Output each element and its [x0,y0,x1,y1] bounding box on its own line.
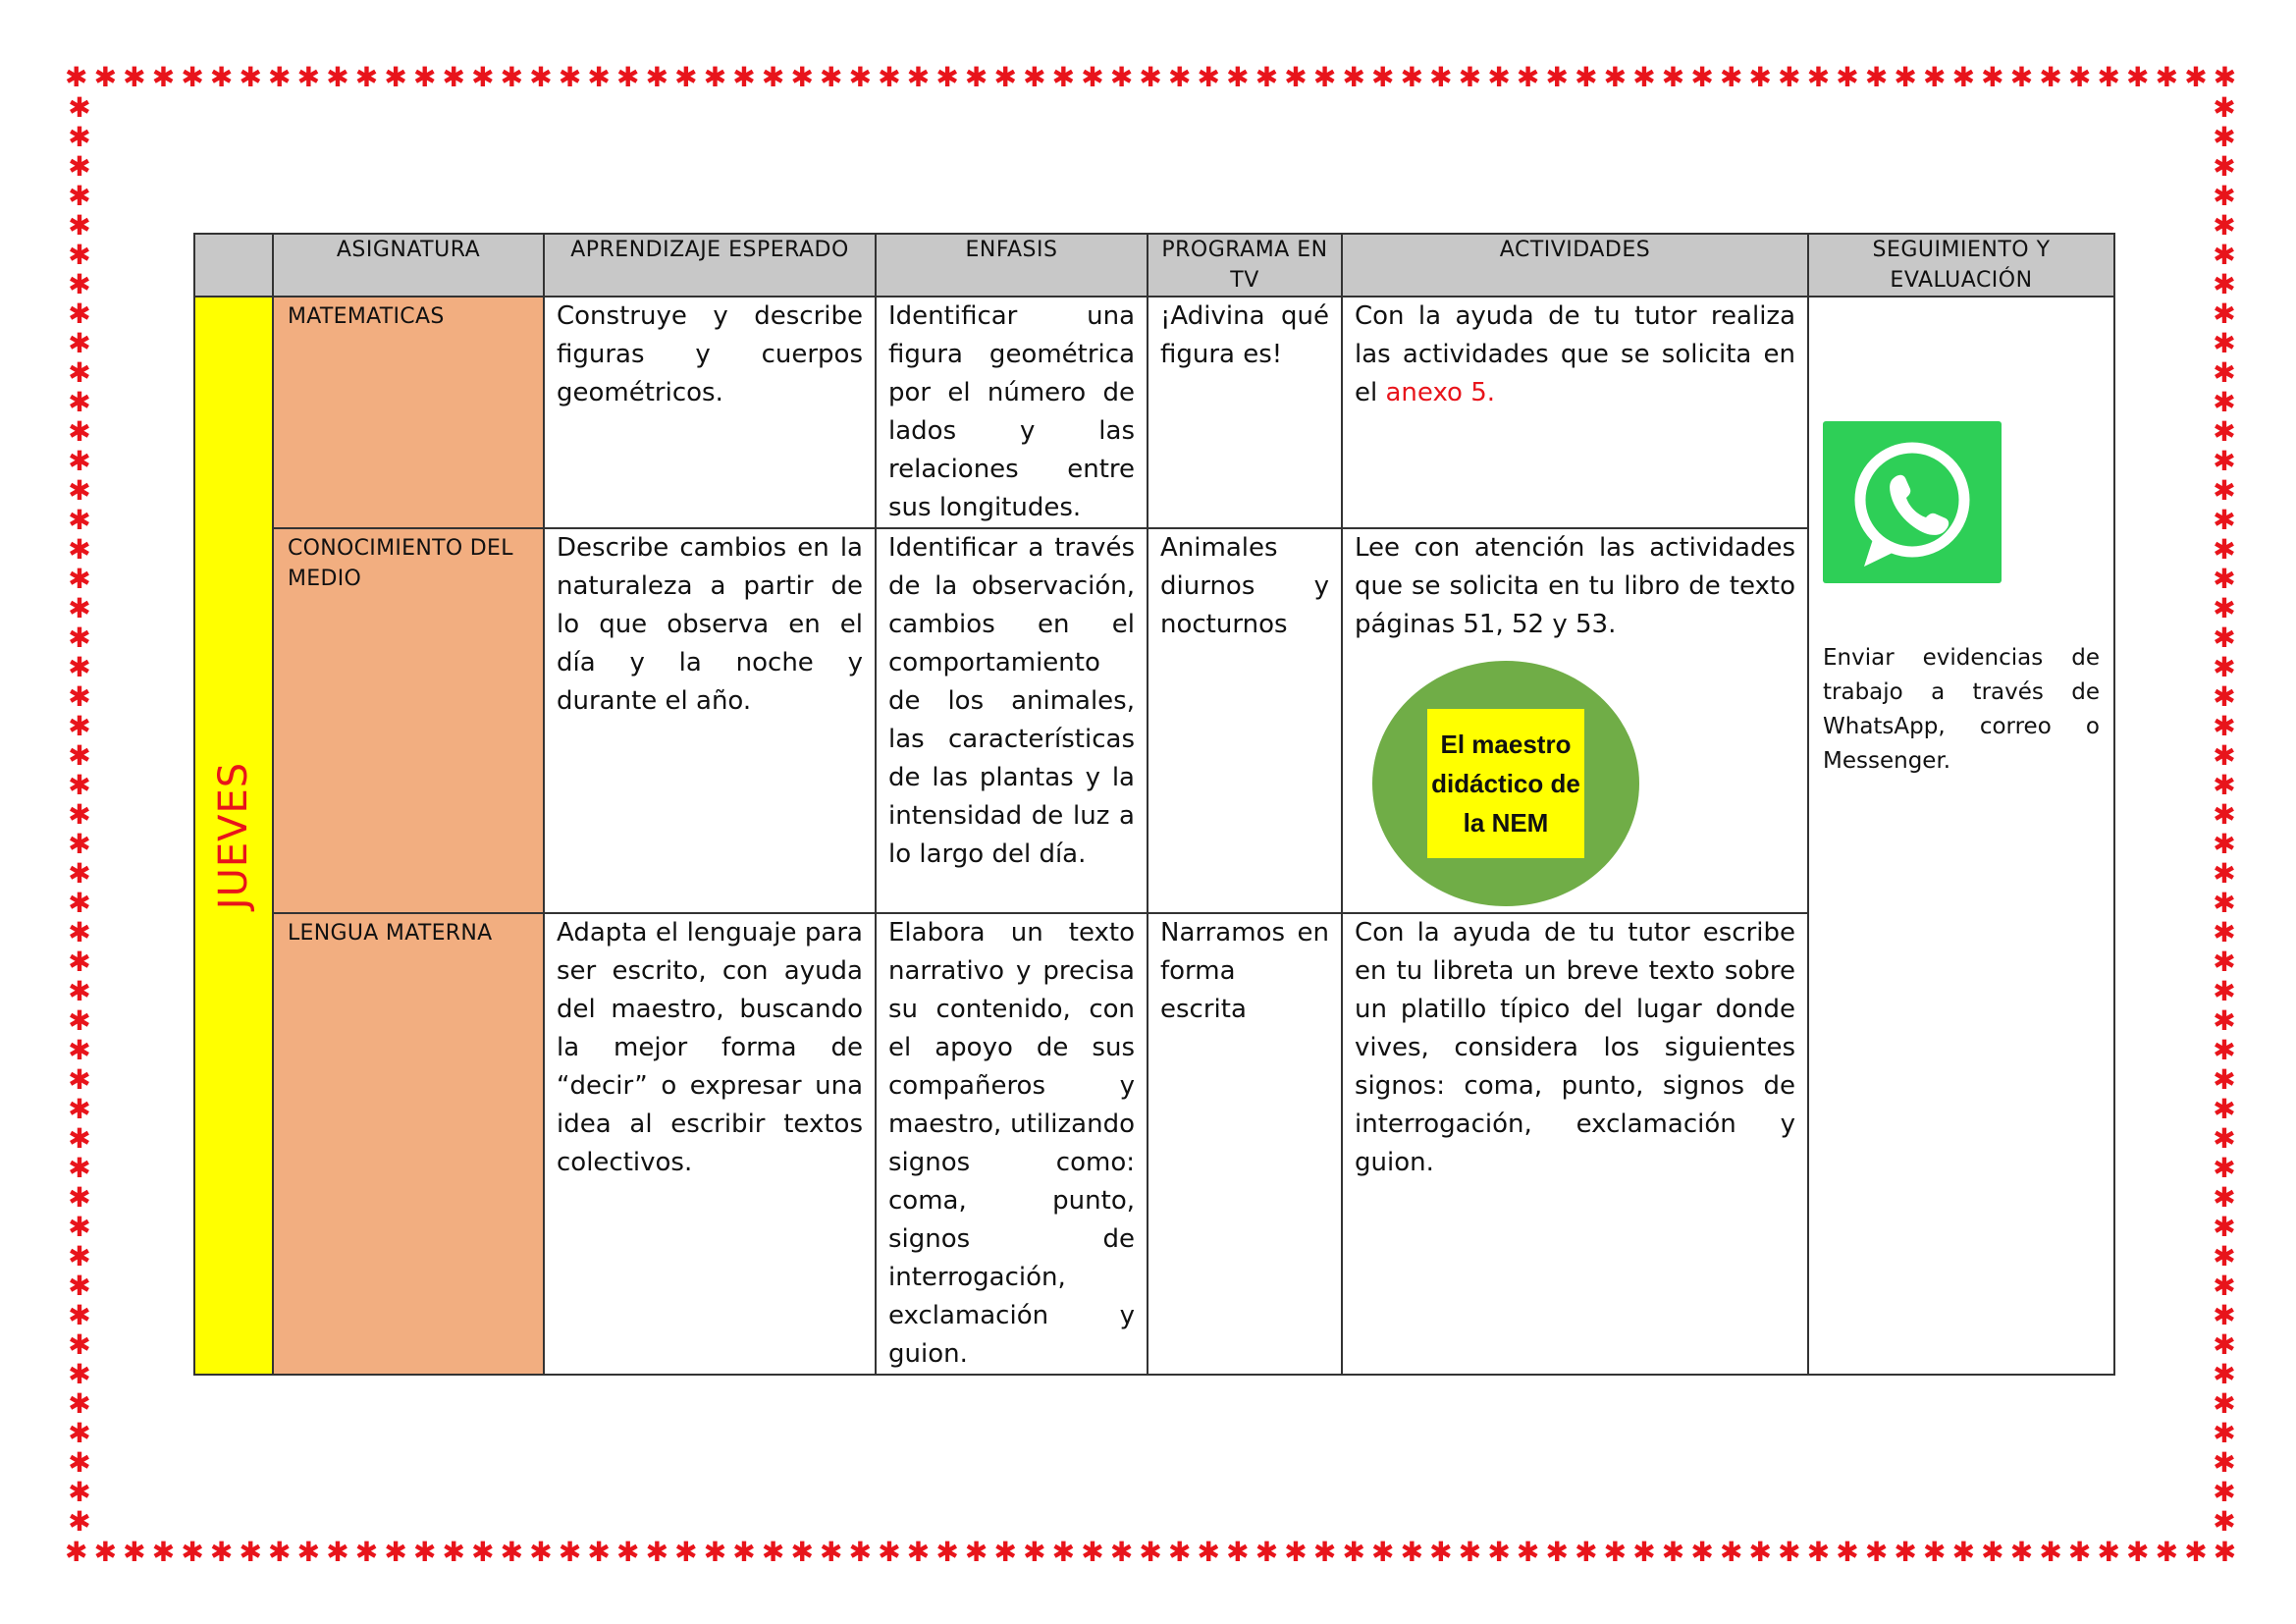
tv-program-cell: Narramos en forma escrita [1148,913,1342,1375]
learning-cell: Describe cambios en la naturaleza a partir de lo que observa en el día y la noche y durante el año. [544,528,876,913]
border-asterisk: ✱ [761,1536,785,1568]
border-asterisk: ✱ [935,1536,959,1568]
border-asterisk: ✱ [645,61,669,93]
border-asterisk: ✱ [1545,61,1569,93]
border-asterisk: ✱ [68,180,91,212]
border-asterisk: ✱ [384,1536,407,1568]
emphasis-cell: Elabora un texto narrativo y precisa su contenido, con el apoyo de sus compañeros y maestro, utilizando signos como: coma, punto, signos de interrogación, exclamación y guion. [876,913,1148,1375]
border-asterisk: ✱ [68,622,91,654]
border-asterisk: ✱ [2126,1536,2150,1568]
border-asterisk: ✱ [1139,1536,1162,1568]
border-asterisk: ✱ [1023,61,1046,93]
border-asterisk: ✱ [209,61,234,93]
decorative-border-bottom [65,1538,2237,1567]
border-asterisk: ✱ [1603,61,1628,93]
border-asterisk: ✱ [2213,209,2236,242]
border-asterisk: ✱ [326,61,349,93]
border-asterisk: ✱ [2213,1240,2236,1272]
header-learning: APRENDIZAJE ESPERADO [544,234,876,297]
border-asterisk: ✱ [1458,1536,1482,1568]
header-evaluation: SEGUIMIENTO Y EVALUACIÓN [1808,234,2114,297]
header-subject: ASIGNATURA [273,234,544,297]
border-asterisk: ✱ [68,739,91,772]
border-asterisk: ✱ [558,1536,582,1568]
border-asterisk: ✱ [2213,1034,2236,1066]
border-asterisk: ✱ [500,1536,524,1568]
subject-cell: MATEMATICAS [273,297,544,528]
emphasis-cell: Identificar una figura geométrica por el número de lados y las relaciones entre sus longitudes. [876,297,1148,528]
border-asterisk: ✱ [68,1299,91,1331]
border-asterisk: ✱ [68,1211,91,1243]
border-asterisk: ✱ [1951,61,1976,93]
border-asterisk: ✱ [2213,1387,2236,1420]
border-asterisk: ✱ [1226,1536,1250,1568]
border-asterisk: ✱ [68,916,91,948]
border-asterisk: ✱ [1400,61,1424,93]
border-asterisk: ✱ [354,1536,379,1568]
border-asterisk: ✱ [65,61,88,93]
border-asterisk: ✱ [68,298,91,330]
border-asterisk: ✱ [2213,916,2236,948]
border-asterisk: ✱ [123,61,146,93]
border-asterisk: ✱ [1109,1536,1134,1568]
border-asterisk: ✱ [1719,1536,1743,1568]
border-asterisk: ✱ [181,1536,204,1568]
border-asterisk: ✱ [1836,1536,1859,1568]
border-asterisk: ✱ [1081,1536,1104,1568]
border-asterisk: ✱ [151,1536,176,1568]
border-asterisk: ✱ [354,61,379,93]
border-asterisk: ✱ [2213,533,2236,566]
border-asterisk: ✱ [1894,1536,1917,1568]
border-asterisk: ✱ [2039,61,2062,93]
border-asterisk: ✱ [820,1536,843,1568]
border-asterisk: ✱ [68,1240,91,1272]
border-asterisk: ✱ [878,61,901,93]
whatsapp-icon [1823,421,2002,583]
emphasis-cell: Identificar a través de la observación, cambios en el comportamiento de los animales, las características de las plantas y la intensidad de luz a lo largo del día. [876,528,1148,913]
border-asterisk: ✱ [964,1536,988,1568]
border-asterisk: ✱ [68,445,91,477]
border-asterisk: ✱ [68,91,91,124]
border-asterisk: ✱ [587,1536,611,1568]
border-asterisk: ✱ [1429,61,1453,93]
border-asterisk: ✱ [790,61,814,93]
border-asterisk: ✱ [1516,61,1540,93]
border-asterisk: ✱ [2213,1536,2237,1568]
border-asterisk: ✱ [2213,121,2236,153]
nem-badge [1372,661,1639,906]
header-day [194,234,273,297]
border-asterisk: ✱ [68,710,91,742]
border-asterisk: ✱ [2097,61,2120,93]
border-asterisk: ✱ [1342,1536,1365,1568]
border-asterisk: ✱ [732,61,756,93]
border-asterisk: ✱ [1545,1536,1569,1568]
border-asterisk: ✱ [2213,946,2236,978]
activities-text: Con la ayuda de tu tutor realiza las actividades que se solicita en el [1355,301,1795,407]
border-asterisk: ✱ [2213,91,2236,124]
border-asterisk: ✱ [384,61,407,93]
border-asterisk: ✱ [2213,386,2236,418]
border-asterisk: ✱ [2213,298,2236,330]
border-asterisk: ✱ [964,61,988,93]
border-asterisk: ✱ [68,769,91,801]
border-asterisk: ✱ [326,1536,349,1568]
border-asterisk: ✱ [1806,61,1831,93]
border-asterisk: ✱ [68,1446,91,1479]
border-asterisk: ✱ [1284,1536,1308,1568]
border-asterisk: ✱ [68,857,91,890]
header-emphasis: ENFASIS [876,234,1148,297]
border-asterisk: ✱ [2184,1536,2208,1568]
border-asterisk: ✱ [2213,739,2236,772]
nem-badge-label: El maestro didáctico de la NEM [1427,709,1584,858]
border-asterisk: ✱ [2213,1358,2236,1390]
border-asterisk: ✱ [2213,1122,2236,1155]
border-asterisk: ✱ [2184,61,2208,93]
border-asterisk: ✱ [1400,1536,1424,1568]
border-asterisk: ✱ [68,356,91,389]
border-asterisk: ✱ [2213,1299,2236,1331]
border-asterisk: ✱ [2213,1004,2236,1037]
border-asterisk: ✱ [471,61,495,93]
border-asterisk: ✱ [68,828,91,860]
evaluation-cell [1808,297,2114,1375]
border-asterisk: ✱ [68,946,91,978]
border-asterisk: ✱ [1923,1536,1947,1568]
border-asterisk: ✱ [1167,61,1192,93]
border-asterisk: ✱ [296,1536,321,1568]
activities-cell [1342,297,1808,528]
annex-reference: anexo 5. [1385,378,1496,407]
border-asterisk: ✱ [65,1536,88,1568]
border-asterisk: ✱ [529,61,553,93]
border-asterisk: ✱ [500,61,524,93]
border-asterisk: ✱ [123,1536,146,1568]
border-asterisk: ✱ [68,1063,91,1096]
border-asterisk: ✱ [674,1536,698,1568]
border-asterisk: ✱ [878,1536,901,1568]
border-asterisk: ✱ [68,150,91,183]
day-label: JUEVES [211,761,256,910]
evaluation-text: Enviar evidencias de trabajo a través de WhatsApp, correo o Messenger. [1823,645,2100,774]
border-asterisk: ✱ [1487,1536,1511,1568]
border-asterisk: ✱ [1255,61,1279,93]
border-asterisk: ✱ [848,61,873,93]
border-asterisk: ✱ [1429,1536,1453,1568]
border-asterisk: ✱ [68,1476,91,1508]
border-asterisk: ✱ [2213,563,2236,595]
border-asterisk: ✱ [1197,61,1221,93]
border-asterisk: ✱ [2039,1536,2062,1568]
border-asterisk: ✱ [2213,592,2236,624]
border-asterisk: ✱ [1051,61,1076,93]
border-asterisk: ✱ [471,1536,495,1568]
border-asterisk: ✱ [1719,61,1743,93]
border-asterisk: ✱ [412,1536,437,1568]
border-asterisk: ✱ [68,1270,91,1302]
border-asterisk: ✱ [2009,1536,2034,1568]
border-asterisk: ✱ [1661,61,1685,93]
border-asterisk: ✱ [1778,61,1801,93]
border-asterisk: ✱ [68,1152,91,1184]
border-asterisk: ✱ [2213,975,2236,1007]
border-asterisk: ✱ [2213,857,2236,890]
subject-cell: CONOCIMIENTO DEL MEDIO [273,528,544,913]
tv-program-cell: ¡Adivina qué figura es! [1148,297,1342,528]
border-asterisk: ✱ [68,209,91,242]
border-asterisk: ✱ [2213,769,2236,801]
border-asterisk: ✱ [1284,61,1308,93]
border-asterisk: ✱ [268,1536,292,1568]
border-asterisk: ✱ [2213,887,2236,919]
border-asterisk: ✱ [1516,1536,1540,1568]
border-asterisk: ✱ [1575,1536,1598,1568]
border-asterisk: ✱ [1836,61,1859,93]
border-asterisk: ✱ [1981,61,2004,93]
border-asterisk: ✱ [1894,61,1917,93]
border-asterisk: ✱ [2126,61,2150,93]
border-asterisk: ✱ [1197,1536,1221,1568]
border-asterisk: ✱ [68,1093,91,1125]
border-asterisk: ✱ [1806,1536,1831,1568]
border-asterisk: ✱ [703,61,727,93]
border-asterisk: ✱ [820,61,843,93]
border-asterisk: ✱ [68,1181,91,1214]
border-asterisk: ✱ [2097,1536,2120,1568]
border-asterisk: ✱ [1226,61,1250,93]
subject-cell: LENGUA MATERNA [273,913,544,1375]
border-asterisk: ✱ [442,61,465,93]
border-asterisk: ✱ [906,61,931,93]
border-asterisk: ✱ [68,798,91,831]
border-asterisk: ✱ [935,61,959,93]
border-asterisk: ✱ [68,121,91,153]
border-asterisk: ✱ [2213,1093,2236,1125]
border-asterisk: ✱ [296,61,321,93]
border-asterisk: ✱ [68,975,91,1007]
border-asterisk: ✱ [732,1536,756,1568]
border-asterisk: ✱ [2213,474,2236,507]
border-asterisk: ✱ [2213,1181,2236,1214]
border-asterisk: ✱ [703,1536,727,1568]
border-asterisk: ✱ [645,1536,669,1568]
activities-cell: Con la ayuda de tu tutor escribe en tu libreta un breve texto sobre un platillo típico del lugar donde vives, considera los siguientes signos: coma, punto, signos de interrogación, exclamación y guion. [1342,913,1808,1375]
header-tv-program: PROGRAMA EN TV [1148,234,1342,297]
decorative-border-left [65,91,94,1538]
border-asterisk: ✱ [2213,1270,2236,1302]
border-asterisk: ✱ [1690,1536,1714,1568]
border-asterisk: ✱ [2213,268,2236,300]
border-asterisk: ✱ [1981,1536,2004,1568]
border-asterisk: ✱ [2213,828,2236,860]
learning-cell: Construye y describe figuras y cuerpos geométricos. [544,297,876,528]
border-asterisk: ✱ [1167,1536,1192,1568]
border-asterisk: ✱ [2213,327,2236,359]
tv-program-cell: Animales diurnos y nocturnos [1148,528,1342,913]
border-asterisk: ✱ [1051,1536,1076,1568]
border-asterisk: ✱ [68,592,91,624]
border-asterisk: ✱ [1312,61,1337,93]
border-asterisk: ✱ [68,239,91,271]
border-asterisk: ✱ [68,1505,91,1538]
border-asterisk: ✱ [1342,61,1365,93]
border-asterisk: ✱ [1371,61,1395,93]
border-asterisk: ✱ [2213,1328,2236,1361]
border-asterisk: ✱ [615,1536,640,1568]
border-asterisk: ✱ [2213,1211,2236,1243]
border-asterisk: ✱ [412,61,437,93]
border-asterisk: ✱ [68,533,91,566]
border-asterisk: ✱ [1458,61,1482,93]
border-asterisk: ✱ [2213,1063,2236,1096]
activities-text: Lee con atención las actividades que se solicita en tu libro de texto páginas 51, 52 y 53. [1355,533,1795,639]
border-asterisk: ✱ [2213,798,2236,831]
table-header-row [194,234,2114,297]
border-asterisk: ✱ [2213,1476,2236,1508]
border-asterisk: ✱ [1575,61,1598,93]
border-asterisk: ✱ [68,474,91,507]
border-asterisk: ✱ [68,1034,91,1066]
border-asterisk: ✱ [587,61,611,93]
border-asterisk: ✱ [68,563,91,595]
border-asterisk: ✱ [615,61,640,93]
border-asterisk: ✱ [1081,61,1104,93]
border-asterisk: ✱ [1923,61,1947,93]
border-asterisk: ✱ [1312,1536,1337,1568]
learning-cell: Adapta el lenguaje para ser escrito, con ayuda del maestro, buscando la mejor forma de “decir” o expresar una idea al escribir textos colectivos. [544,913,876,1375]
decorative-border-top [65,63,2237,92]
border-asterisk: ✱ [68,887,91,919]
border-asterisk: ✱ [906,1536,931,1568]
border-asterisk: ✱ [68,651,91,683]
border-asterisk: ✱ [993,61,1017,93]
border-asterisk: ✱ [68,327,91,359]
border-asterisk: ✱ [2213,710,2236,742]
border-asterisk: ✱ [2213,1505,2236,1538]
border-asterisk: ✱ [993,1536,1017,1568]
border-asterisk: ✱ [761,61,785,93]
border-asterisk: ✱ [1690,61,1714,93]
border-asterisk: ✱ [2213,651,2236,683]
border-asterisk: ✱ [151,61,176,93]
border-asterisk: ✱ [268,61,292,93]
border-asterisk: ✱ [68,680,91,713]
header-activities: ACTIVIDADES [1342,234,1808,297]
border-asterisk: ✱ [442,1536,465,1568]
border-asterisk: ✱ [239,61,262,93]
border-asterisk: ✱ [790,1536,814,1568]
border-asterisk: ✱ [2213,61,2237,93]
border-asterisk: ✱ [2213,680,2236,713]
border-asterisk: ✱ [1255,1536,1279,1568]
border-asterisk: ✱ [2213,622,2236,654]
border-asterisk: ✱ [2213,504,2236,536]
border-asterisk: ✱ [2155,61,2179,93]
border-asterisk: ✱ [1864,61,1889,93]
border-asterisk: ✱ [68,1004,91,1037]
border-asterisk: ✱ [68,1358,91,1390]
border-asterisk: ✱ [1109,61,1134,93]
border-asterisk: ✱ [1778,1536,1801,1568]
day-cell [194,297,273,1375]
border-asterisk: ✱ [1951,1536,1976,1568]
border-asterisk: ✱ [68,1417,91,1449]
border-asterisk: ✱ [239,1536,262,1568]
border-asterisk: ✱ [1632,1536,1656,1568]
border-asterisk: ✱ [1864,1536,1889,1568]
decorative-border-right [2210,91,2239,1538]
border-asterisk: ✱ [93,61,118,93]
border-asterisk: ✱ [1139,61,1162,93]
border-asterisk: ✱ [1487,61,1511,93]
border-asterisk: ✱ [2213,356,2236,389]
border-asterisk: ✱ [674,61,698,93]
border-asterisk: ✱ [1748,61,1772,93]
border-asterisk: ✱ [68,1328,91,1361]
border-asterisk: ✱ [2213,1152,2236,1184]
border-asterisk: ✱ [848,1536,873,1568]
border-asterisk: ✱ [2213,239,2236,271]
border-asterisk: ✱ [558,61,582,93]
border-asterisk: ✱ [209,1536,234,1568]
border-asterisk: ✱ [2213,1446,2236,1479]
border-asterisk: ✱ [93,1536,118,1568]
border-asterisk: ✱ [2067,1536,2092,1568]
border-asterisk: ✱ [1371,1536,1395,1568]
border-asterisk: ✱ [529,1536,553,1568]
border-asterisk: ✱ [2213,1417,2236,1449]
lesson-plan-table [193,233,2115,1376]
border-asterisk: ✱ [2213,150,2236,183]
border-asterisk: ✱ [2009,61,2034,93]
border-asterisk: ✱ [68,1122,91,1155]
border-asterisk: ✱ [2213,180,2236,212]
border-asterisk: ✱ [1748,1536,1772,1568]
border-asterisk: ✱ [68,504,91,536]
border-asterisk: ✱ [1661,1536,1685,1568]
border-asterisk: ✱ [2213,415,2236,448]
activities-cell [1342,528,1808,913]
border-asterisk: ✱ [68,415,91,448]
border-asterisk: ✱ [2067,61,2092,93]
border-asterisk: ✱ [1632,61,1656,93]
border-asterisk: ✱ [1023,1536,1046,1568]
border-asterisk: ✱ [1603,1536,1628,1568]
border-asterisk: ✱ [68,1387,91,1420]
border-asterisk: ✱ [2213,445,2236,477]
border-asterisk: ✱ [68,386,91,418]
border-asterisk: ✱ [181,61,204,93]
border-asterisk: ✱ [2155,1536,2179,1568]
border-asterisk: ✱ [68,268,91,300]
table-row [194,297,2114,528]
